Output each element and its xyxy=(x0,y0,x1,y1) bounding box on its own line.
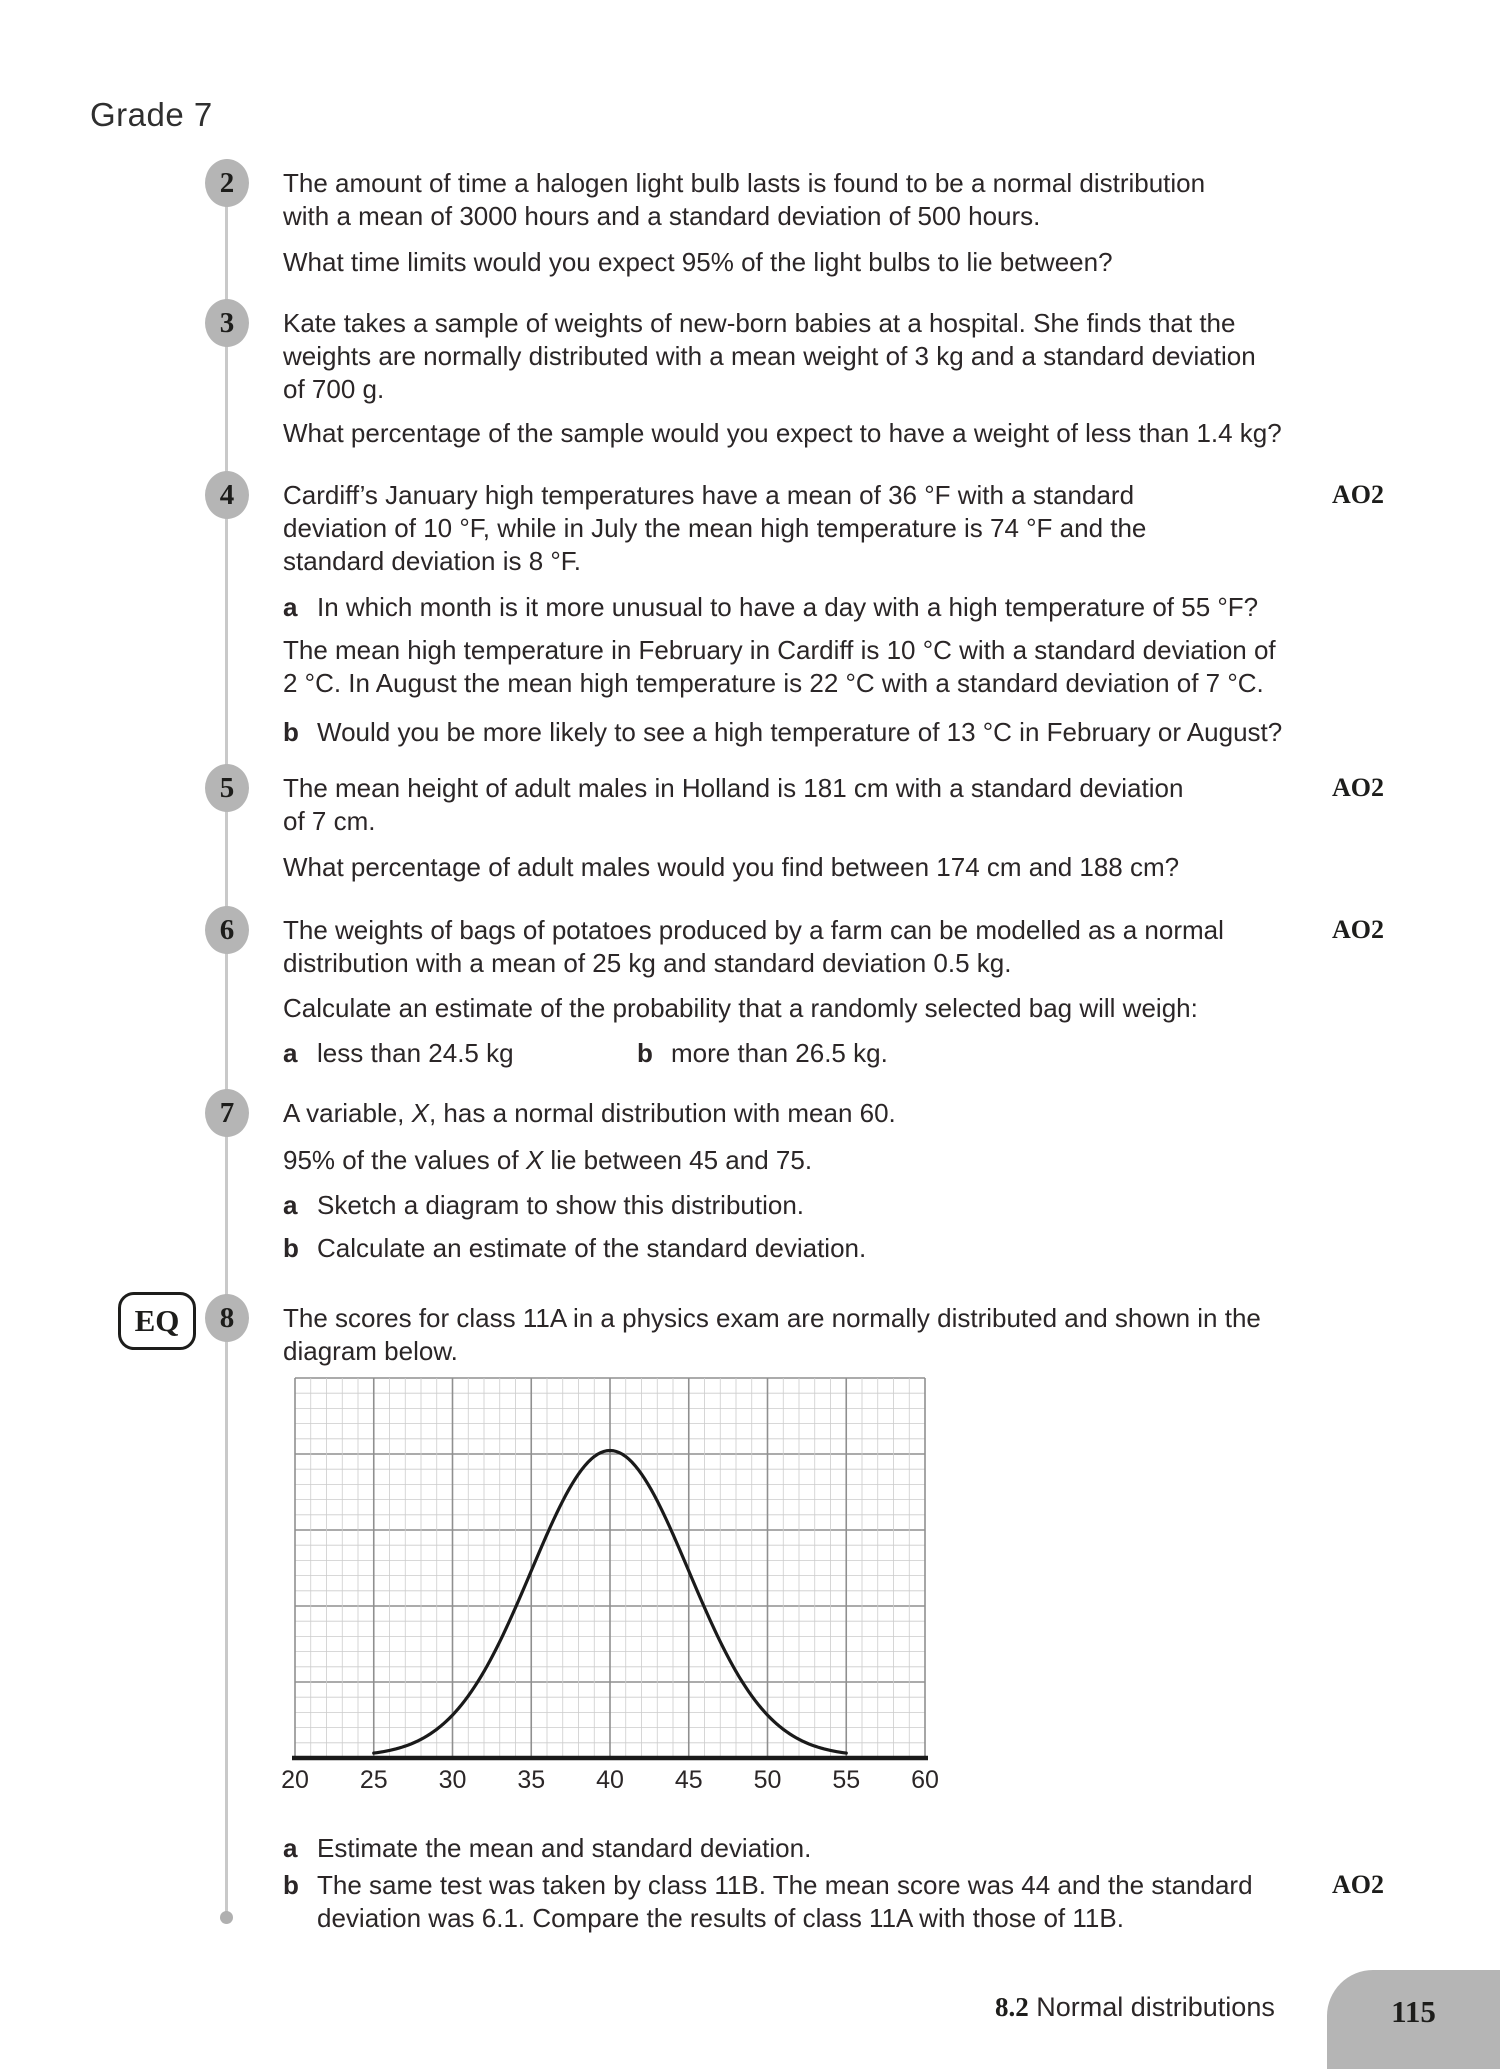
part-a-text: In which month is it more unusual to have a day with a high temperature of 55 °F? xyxy=(317,592,1259,622)
x-axis-tick-label: 45 xyxy=(674,1766,703,1794)
question-2-text-line: The amount of time a halogen light bulb lasts is found to be a normal distribution xyxy=(283,168,1206,198)
page-footer xyxy=(995,1992,1275,2023)
text-segment: , has a normal distribution with mean 60. xyxy=(428,1098,896,1128)
ao2-badge: AO2 xyxy=(1332,1870,1384,1899)
question-5-text-line: What percentage of adult males would you find between 174 cm and 188 cm? xyxy=(283,852,1180,882)
question-4-number-badge xyxy=(205,471,249,519)
question-3-number-badge xyxy=(205,299,249,347)
part-a-marker: a xyxy=(283,1833,298,1863)
x-axis-tick-label: 40 xyxy=(596,1766,624,1794)
part-a-text: less than 24.5 kg xyxy=(317,1038,514,1068)
variable-x: X xyxy=(525,1145,544,1175)
question-4-part-b xyxy=(283,717,1282,747)
question-2-number-badge xyxy=(205,159,249,207)
eq-label: EQ xyxy=(134,1303,180,1338)
question-5-text-line: of 7 cm. xyxy=(283,806,376,836)
question-3-text-line: What percentage of the sample would you expect to have a weight of less than 1.4 kg? xyxy=(283,418,1282,448)
question-5-number-badge xyxy=(205,764,249,812)
section-title: Normal distributions xyxy=(1028,1992,1275,2022)
x-axis-tick-label: 50 xyxy=(753,1766,782,1794)
part-a-text: Estimate the mean and standard deviation. xyxy=(317,1833,812,1863)
x-axis-tick-label: 20 xyxy=(281,1766,309,1794)
question-4-part-a xyxy=(283,592,1258,622)
distribution-chart-svg xyxy=(280,1372,940,1812)
eq-badge xyxy=(118,1292,196,1350)
question-7-part-a xyxy=(283,1190,804,1220)
question-number: 6 xyxy=(219,913,235,946)
part-b-marker: b xyxy=(637,1038,653,1068)
question-4-text-line: deviation of 10 °F, while in July the mean high temperature is 74 °F and the xyxy=(283,513,1147,543)
question-7-text-line xyxy=(283,1145,812,1175)
question-4-text-line: Cardiff’s January high temperatures have a mean of 36 °F with a standard xyxy=(283,480,1135,510)
question-8-part-b-line-2: deviation was 6.1. Compare the results of class 11A with those of 11B. xyxy=(317,1903,1124,1933)
question-number: 5 xyxy=(219,771,235,804)
text-segment: A variable, xyxy=(283,1098,412,1128)
question-timeline xyxy=(225,183,228,1918)
variable-x: X xyxy=(411,1098,429,1128)
question-6-part-a xyxy=(283,1038,514,1068)
question-3-text-line: Kate takes a sample of weights of new-born babies at a hospital. She finds that the xyxy=(283,308,1236,338)
question-number: 2 xyxy=(219,166,235,199)
question-4-text-line: standard deviation is 8 °F. xyxy=(283,546,582,576)
x-axis-tick-label: 25 xyxy=(359,1766,388,1794)
question-number: 8 xyxy=(219,1301,235,1334)
question-number: 4 xyxy=(219,478,235,511)
part-b-text: more than 26.5 kg. xyxy=(671,1038,888,1068)
question-6-text-line: The weights of bags of potatoes produced by a farm can be modelled as a normal xyxy=(283,915,1224,945)
question-5-text-line: The mean height of adult males in Holland is 181 cm with a standard deviation xyxy=(283,773,1184,803)
page-number: 115 xyxy=(1391,1994,1436,2029)
ao2-badge: AO2 xyxy=(1332,915,1384,944)
x-axis-tick-label: 35 xyxy=(517,1766,546,1794)
x-axis-tick-label: 30 xyxy=(438,1766,467,1794)
timeline-end-dot xyxy=(220,1911,233,1924)
ao2-badge: AO2 xyxy=(1332,480,1384,509)
question-6-text-line: distribution with a mean of 25 kg and standard deviation 0.5 kg. xyxy=(283,948,1012,978)
question-7-part-b xyxy=(283,1233,866,1263)
part-a-marker: a xyxy=(283,592,298,622)
question-3-text-line: weights are normally distributed with a mean weight of 3 kg and a standard deviation xyxy=(283,341,1256,371)
x-axis-tick-label: 60 xyxy=(911,1766,939,1794)
question-4-text-line: The mean high temperature in February in Cardiff is 10 °C with a standard deviation of xyxy=(283,635,1276,665)
part-b-marker: b xyxy=(283,1870,299,1900)
question-6-number-badge xyxy=(205,906,249,954)
question-8-part-b xyxy=(283,1870,1253,1900)
part-a-marker: a xyxy=(283,1038,298,1068)
part-b-marker: b xyxy=(283,1233,299,1263)
part-a-text: Sketch a diagram to show this distribution. xyxy=(317,1190,805,1220)
part-b-text: The same test was taken by class 11B. The mean score was 44 and the standard xyxy=(317,1870,1253,1900)
ao2-badge: AO2 xyxy=(1332,773,1384,802)
text-segment: 95% of the values of xyxy=(283,1145,526,1175)
part-b-text: Calculate an estimate of the standard deviation. xyxy=(317,1233,867,1263)
page-number-tab xyxy=(1327,1970,1500,2069)
question-8-number-badge xyxy=(205,1294,249,1342)
question-2-text-line: What time limits would you expect 95% of the light bulbs to lie between? xyxy=(283,247,1113,277)
normal-distribution-chart xyxy=(280,1372,940,1812)
question-8-text-line: diagram below. xyxy=(283,1336,458,1366)
question-2-text-line: with a mean of 3000 hours and a standard deviation of 500 hours. xyxy=(283,201,1041,231)
x-axis-tick-label: 55 xyxy=(832,1766,861,1794)
question-3-text-line: of 700 g. xyxy=(283,374,385,404)
question-number: 3 xyxy=(219,306,235,339)
section-number: 8.2 xyxy=(995,1992,1029,2022)
page-title: Grade 7 xyxy=(90,96,213,133)
question-6-text-line: Calculate an estimate of the probability that a randomly selected bag will weigh: xyxy=(283,993,1198,1023)
question-number: 7 xyxy=(219,1096,235,1129)
question-7-number-badge xyxy=(205,1089,249,1137)
question-8-part-a xyxy=(283,1833,811,1863)
part-b-marker: b xyxy=(283,717,299,747)
question-7-text-line xyxy=(283,1098,896,1128)
question-4-text-line: 2 °C. In August the mean high temperature is 22 °C with a standard deviation of 7 °C. xyxy=(283,668,1264,698)
question-8-text-line: The scores for class 11A in a physics exam are normally distributed and shown in the xyxy=(283,1303,1261,1333)
part-b-text: Would you be more likely to see a high temperature of 13 °C in February or August? xyxy=(317,717,1283,747)
part-a-marker: a xyxy=(283,1190,298,1220)
text-segment: lie between 45 and 75. xyxy=(543,1145,813,1175)
question-6-part-b xyxy=(637,1038,888,1068)
